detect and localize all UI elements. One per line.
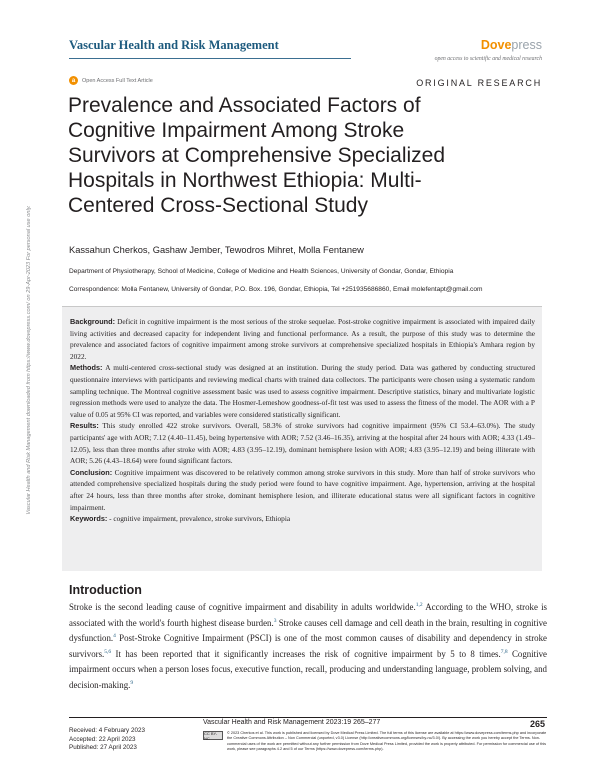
citation-ref[interactable]: 4: [113, 633, 116, 640]
author-list: Kassahun Cherkos, Gashaw Jember, Tewodros Mihret, Molla Fentanew: [69, 245, 364, 255]
open-access-text: Open Access Full Text Article: [82, 77, 153, 84]
abstract-keywords: [70, 513, 535, 525]
intro-sentence: According to the WHO, stroke is associated with the world's fourth highest disease burden.: [69, 602, 547, 628]
conclusion-label: Conclusion:: [70, 467, 113, 477]
results-label: Results:: [70, 421, 99, 431]
abstract-background: [70, 316, 535, 362]
introduction-body: [69, 600, 547, 693]
download-watermark: [6, 150, 50, 570]
publisher-logo[interactable]: [481, 38, 542, 52]
license-block: [203, 731, 547, 753]
side-note: Vascular Health and Risk Management downloaded from https://www.dovepress.com/ on 29-Apr-2023 For personal use only.: [26, 205, 32, 515]
citation-ref[interactable]: 9: [130, 679, 134, 686]
citation-ref[interactable]: 3: [273, 617, 277, 624]
abstract-methods: [70, 362, 535, 420]
intro-sentence: It has been reported that it significantly increases the risk of cognitive impairment by 5 to 8 times.: [111, 648, 501, 659]
footer-rule: [69, 717, 547, 718]
intro-sentence: Cognitive impairment occurs when a person loses focus, executive function, recall, producing and understanding language, problem solving, and decision-making.: [69, 648, 547, 690]
introduction-heading: Introduction: [69, 583, 142, 597]
header-rule: [69, 58, 351, 59]
abstract-results: [70, 420, 535, 466]
results-text: This study enrolled 422 stroke survivors. Overall, 58.3% of stroke survivors had cognitive impairment (95% CI 53.4–63.0%). The study participants' age with AOR; 7.12 (4.40–11.45), being hypertensive with AOR; 7.52 (3.46–16.35), arriving at the hospital after 24 hours with AOR; 4.33 (1.49–12.05), less than three months after stroke with AOR; 4.83 (3.95–12.19), dominant hemisphere lesion with AOR; 4.83 (3.95–12.19) and being illiterate with AOR; 5.26 (4.43–18.64) were found significant factors.: [70, 421, 535, 466]
keywords-text: - cognitive impairment, prevalence, stroke survivors, Ethiopia: [109, 514, 291, 524]
open-access-label: [69, 76, 153, 85]
conclusion-text: Cognitive impairment was discovered to be relatively common among stroke survivors in this study. More than half of stroke survivors who attended comprehensive specialized hospitals during the study period were found to have cognitive impairment. Age, hypertension, arriving at the hospital after 24 hours, less than three months after stroke, dominant hemisphere lesion, and illiterate educational status were all significant factors in cognitive impairment.: [70, 467, 536, 512]
intro-sentence: Stroke causes cell damage and cell death in the brain, resulting in cognitive dysfunction.: [69, 617, 547, 643]
open-access-icon: a: [69, 76, 78, 85]
footer-citation: Vascular Health and Risk Management 2023:19 265–277: [203, 719, 381, 726]
section-label: ORIGINAL RESEARCH: [416, 78, 542, 88]
affiliation: Department of Physiotherapy, School of Medicine, College of Medicine and Health Sciences, University of Gondar, Gondar, Ethiopia: [69, 268, 454, 275]
methods-text: A multi-centered cross-sectional study was designed at an institution. During the study period. Data was gathered by conducting structured questionnaire interviews with participants and reviewing medical charts with trained data collectors. The participants were chosen using a systematic random sampling technique. The Montreal cognitive assessment basic was used to assess cognitive impairment. Descriptive statistics, binary and multivariate logistic regression methods were used to analyze the data. The Hosmer-Lemeshow goodness-of-fit test was used to assess the fitness of the model. The AOR with a P value of 0.05 at 95% CI was reported, and variables were considered statistically significant.: [70, 363, 536, 419]
published-date: Published: 27 April 2023: [69, 744, 137, 751]
article-dates: [69, 727, 145, 753]
background-label: Background:: [70, 317, 115, 326]
intro-sentence: Stroke is the second leading cause of cognitive impairment and disability in adults worldwide.: [69, 602, 416, 612]
citation-ref[interactable]: 7,8: [500, 648, 508, 655]
license-text: © 2023 Cherkos et al. This work is published and licensed by Dove Medical Press Limited. The full terms of this license are available at https://www.dovepress.com/terms.php and incorporate the Creative Commons Attribution – Non Commercial (unported, v3.0) License (http://creativecommons.org/licenses/by-nc/3.0/). By accessing the work you hereby accept the Terms. Non-commercial uses of the work are permitted without any further permission from Dove Medical Press Limited, provided the work is properly attributed. For permission for commercial use of this work, please see paragraphs 4.2 and 5 of our Terms (https://www.dovepress.com/terms.php).: [227, 731, 547, 752]
article-title: Prevalence and Associated Factors of Cognitive Impairment Among Stroke Survivors at Comprehensive Specialized Hospitals in Northwest Ethiopia: Multi-Centered Cross-Sectional Study: [68, 94, 446, 217]
abstract-box: [62, 306, 542, 571]
intro-sentence: Post-Stroke Cognitive Impairment (PSCI) is one of the most common causes of disability and dependency in stroke survivors.: [69, 633, 547, 659]
keywords-label: Keywords:: [70, 514, 108, 524]
journal-name: Vascular Health and Risk Management: [69, 38, 279, 52]
page-number: 265: [529, 719, 545, 729]
received-date: Received: 4 February 2023: [69, 727, 145, 734]
citation-ref[interactable]: 1,2: [415, 602, 423, 609]
background-text: Deficit in cognitive impairment is the most serious of the stroke sequelae. Post-stroke cognitive impairment is associated with impaired daily living activities and decreased capacity for independent living and functional performance. As a result, the purpose of this study was to determine the prevalence and associated factors of cognitive impairment among stroke survivors at comprehensive specialized hospitals in Ethiopia's Amhara region by 2022.: [70, 317, 536, 361]
cc-license-icon[interactable]: CC BY-NC: [203, 731, 223, 740]
brand-part1: Dove: [480, 38, 512, 52]
citation-ref[interactable]: 5,6: [104, 648, 112, 655]
publisher-tagline: open access to scientific and medical research: [434, 56, 542, 62]
accepted-date: Accepted: 22 April 2023: [69, 735, 136, 743]
correspondence: Correspondence: Molla Fentanew, University of Gondar, P.O. Box. 196, Gondar, Ethiopia, Tel +251935686860, Email molefentapt@gmail.com: [69, 286, 483, 293]
brand-part2: press: [511, 38, 542, 52]
methods-label: Methods:: [70, 363, 103, 373]
abstract-conclusion: [70, 467, 535, 513]
